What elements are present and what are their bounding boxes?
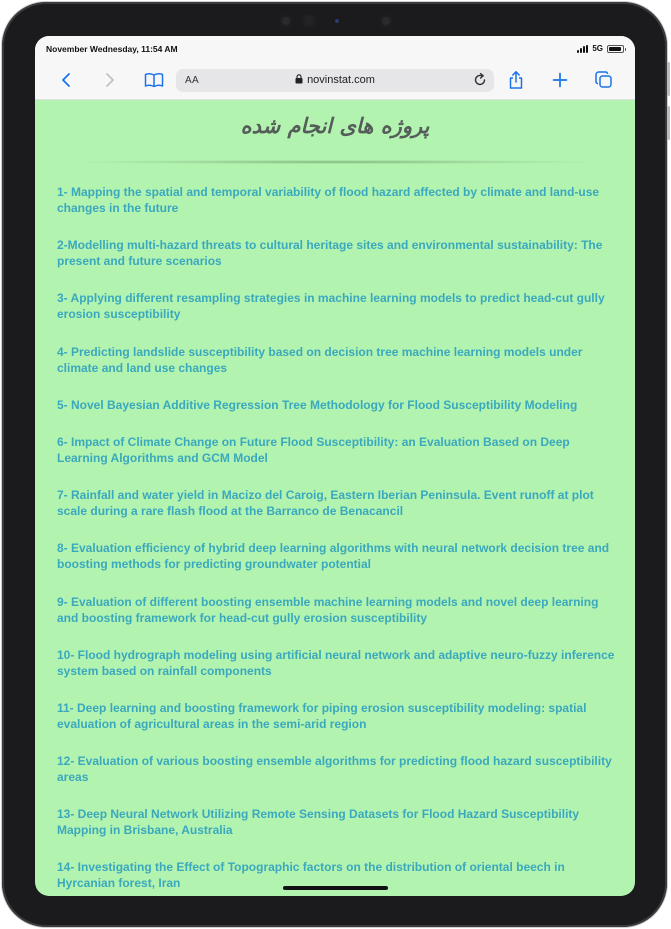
project-link[interactable]: 5- Novel Bayesian Additive Regression Tree Methodology for Flood Susceptibility Modeling (57, 397, 578, 412)
project-link[interactable]: 4- Predicting landslide susceptibility based on decision tree machine learning models under climate and land use changes (57, 344, 583, 375)
camera-bar (280, 12, 394, 30)
url-text: novinstat.com (307, 74, 375, 86)
project-link[interactable]: 7- Rainfall and water yield in Macizo del Caroig, Eastern Iberian Peninsula. Event runoff at plot scale during a rare flash flood at the Barranco de Benacancil (57, 488, 594, 519)
url-display[interactable] (176, 74, 494, 86)
address-bar[interactable] (176, 69, 494, 92)
status-time: November Wednesday, 11:54 AM (46, 44, 178, 54)
project-link[interactable]: 12- Evaluation of various boosting ensemble algorithms for predicting flood hazard susceptibility areas (57, 754, 612, 785)
signal-icon (577, 45, 588, 53)
status-indicators (577, 44, 624, 53)
bookmarks-icon (144, 72, 164, 88)
back-button[interactable] (54, 68, 78, 92)
page-title: پروژه های انجام شده (240, 114, 430, 138)
sensor-icon (280, 15, 292, 27)
new-tab-button[interactable] (548, 68, 572, 92)
share-icon (508, 70, 524, 90)
tabs-icon (595, 71, 613, 89)
project-link[interactable]: 3- Applying different resampling strategies in machine learning models to predict head-cut gully erosion susceptibility (57, 291, 605, 322)
bookmarks-button[interactable] (142, 68, 166, 92)
project-link[interactable]: 6- Impact of Climate Change on Future Flood Susceptibility: an Evaluation Based on Deep Learning Algorithms and GCM Model (57, 434, 570, 465)
new-tab-icon (552, 72, 568, 88)
share-button[interactable] (504, 68, 528, 92)
battery-icon (607, 45, 624, 53)
back-icon (60, 72, 72, 88)
project-link[interactable]: 2-Modelling multi-hazard threats to cultural heritage sites and environmental sustainability: The present and future scenarios (57, 238, 603, 269)
project-link[interactable]: 13- Deep Neural Network Utilizing Remote Sensing Datasets for Flood Hazard Susceptibility Mapping in Brisbane, Australia (57, 807, 580, 838)
reader-mode-button[interactable]: AA (185, 75, 199, 86)
browser-toolbar (35, 66, 635, 94)
indicator-dot (335, 19, 339, 23)
sensor-icon (380, 15, 392, 27)
project-link[interactable]: 9- Evaluation of different boosting ensemble machine learning models and novel deep learning and boosting framework for head-cut gully erosion susceptibility (57, 594, 599, 625)
volume-down-button (667, 106, 670, 140)
title-divider (79, 160, 591, 164)
page-content (35, 100, 635, 896)
reload-button[interactable] (472, 72, 488, 93)
status-bar (35, 36, 635, 62)
reload-icon (472, 72, 488, 88)
project-link[interactable]: 8- Evaluation efficiency of hybrid deep learning algorithms with neural network decision tree and boosting methods for predicting groundwater potential (57, 541, 610, 572)
project-link[interactable]: 14- Investigating the Effect of Topographic factors on the distribution of oriental beech in Hyrcanian forest, Iran (57, 860, 565, 891)
project-link[interactable]: 11- Deep learning and boosting framework for piping erosion susceptibility modeling: spatial evaluation of agricultural areas in the semi-arid region (57, 700, 587, 731)
network-label: 5G (592, 44, 603, 53)
lock-icon (295, 74, 303, 84)
volume-up-button (667, 62, 670, 96)
project-link[interactable]: 10- Flood hydrograph modeling using artificial neural network and adaptive neuro-fuzzy inference system based on rainfall components (57, 647, 615, 678)
battery-level (609, 47, 621, 51)
project-list (57, 184, 617, 896)
home-indicator[interactable] (283, 886, 388, 890)
project-link[interactable]: 1- Mapping the spatial and temporal variability of flood hazard affected by climate and land-use changes in the future (57, 185, 600, 215)
browser-chrome (35, 36, 635, 100)
tabs-button[interactable] (592, 68, 616, 92)
camera-icon (302, 14, 316, 28)
screen (35, 36, 635, 896)
forward-icon (104, 72, 116, 88)
forward-button[interactable] (98, 68, 122, 92)
